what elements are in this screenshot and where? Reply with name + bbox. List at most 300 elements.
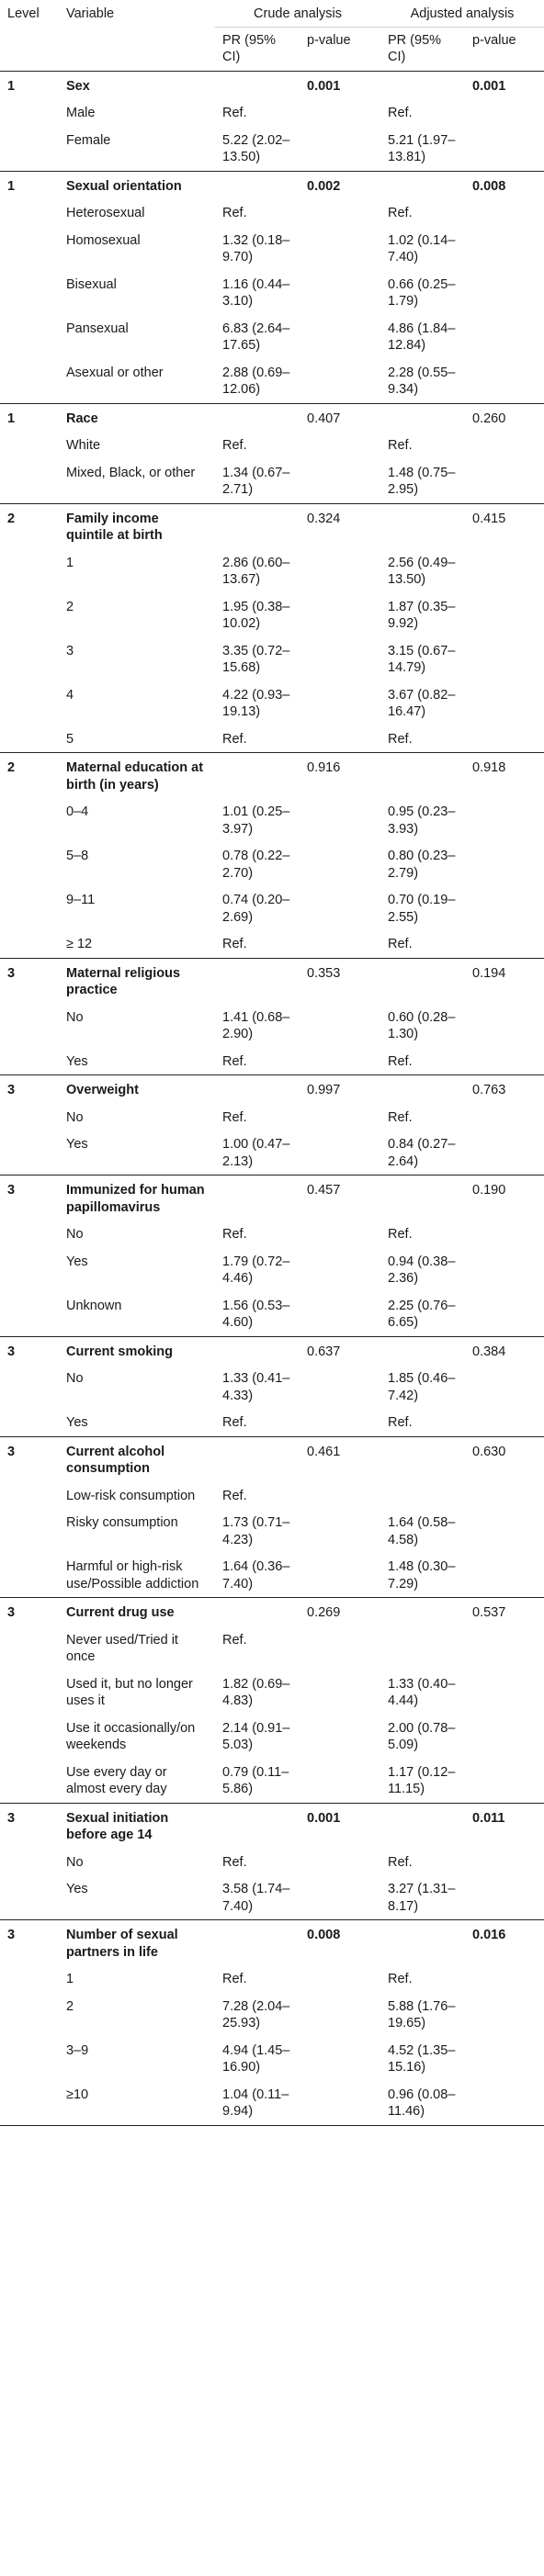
variable-row [0, 403, 544, 432]
category-name-cell: Yes [66, 1254, 88, 1269]
adjusted-pr-cell: 1.02 (0.14–7.40) [388, 232, 456, 264]
level-cell: 3 [0, 1598, 59, 1626]
category-name-cell: ≥ 12 [66, 937, 93, 951]
crude-pr-cell [215, 1336, 300, 1365]
crude-pvalue-cell [300, 315, 380, 359]
category-name-cell: Unknown [66, 1298, 122, 1313]
level-cell [0, 1849, 59, 1876]
adjusted-pvalue-cell: 0.194 [465, 958, 544, 1004]
crude-pr-cell: Ref. [222, 1632, 247, 1648]
crude-pvalue-cell [300, 2037, 380, 2081]
adjusted-pr-cell: Ref. [388, 1227, 413, 1242]
adjusted-pr-cell: 1.48 (0.30–7.29) [388, 1559, 456, 1592]
crude-pr-cell: 2.88 (0.69–12.06) [222, 365, 290, 397]
adjusted-pvalue-cell [465, 593, 544, 637]
crude-pvalue-cell [300, 1409, 380, 1436]
adjusted-pr-cell [380, 958, 465, 1004]
crude-pr-cell [215, 1436, 300, 1482]
crude-pr-cell: 6.83 (2.64–17.65) [222, 321, 290, 353]
adjusted-pvalue-cell [465, 1670, 544, 1715]
crude-pvalue-cell: 0.001 [300, 1803, 380, 1849]
crude-pr-cell [215, 958, 300, 1004]
crude-pr-cell [215, 1920, 300, 1966]
adjusted-pr-cell: 3.27 (1.31–8.17) [388, 1882, 456, 1914]
crude-pvalue-cell [300, 1849, 380, 1876]
adjusted-pr-cell: 1.87 (0.35–9.92) [388, 599, 456, 631]
adjusted-pvalue-cell [465, 798, 544, 842]
category-name-cell: 1 [66, 555, 74, 570]
crude-pvalue-cell [300, 1875, 380, 1920]
crude-pvalue-cell [300, 127, 380, 172]
variable-name-cell: Family income quintile at birth [59, 503, 215, 549]
adjusted-pvalue-cell [465, 127, 544, 172]
adjusted-pvalue-cell [465, 637, 544, 681]
adjusted-pr-cell: 1.64 (0.58–4.58) [388, 1515, 456, 1547]
category-name-cell: 2 [66, 599, 74, 614]
level-cell [0, 1004, 59, 1048]
adjusted-pvalue-cell [465, 726, 544, 753]
adjusted-pr-cell [380, 753, 465, 799]
variable-name-cell: Sex [59, 71, 215, 99]
crude-pvalue-cell [300, 2081, 380, 2126]
crude-pr-cell: 7.28 (2.04–25.93) [222, 1998, 290, 2030]
adjusted-pvalue-cell [465, 1292, 544, 1337]
adjusted-pvalue-cell [465, 271, 544, 315]
adjusted-pr-cell: 0.70 (0.19–2.55) [388, 893, 456, 925]
crude-pr-cell: Ref. [222, 1854, 247, 1870]
adjusted-pr-cell: Ref. [388, 1415, 413, 1430]
category-name-cell: Mixed, Black, or other [66, 465, 196, 480]
category-name-cell: No [66, 1009, 84, 1025]
crude-pr-cell: Ref. [222, 1415, 247, 1430]
crude-pr-cell: 1.64 (0.36–7.40) [222, 1559, 290, 1592]
crude-pr-cell: 1.04 (0.11–9.94) [215, 2081, 300, 2126]
crude-pvalue-cell: 0.916 [300, 753, 380, 799]
category-name-cell: ≥10 [59, 2081, 215, 2126]
crude-pvalue-cell: 0.461 [300, 1436, 380, 1482]
adjusted-pr-cell [380, 171, 465, 199]
crude-pr-cell [215, 503, 300, 549]
level-cell [0, 842, 59, 886]
adjusted-pvalue-cell [465, 2081, 544, 2126]
adjusted-pvalue-cell: 0.016 [465, 1920, 544, 1966]
category-name-cell: 2 [66, 1998, 74, 2014]
variable-name-cell: Sexual orientation [59, 171, 215, 199]
variable-name-cell: Maternal religious practice [59, 958, 215, 1004]
table-body [0, 71, 544, 2125]
adjusted-pvalue-cell [465, 2037, 544, 2081]
crude-pr-cell: Ref. [222, 1053, 247, 1069]
crude-pvalue-cell [300, 726, 380, 753]
level-cell [0, 271, 59, 315]
category-name-cell: White [66, 438, 101, 453]
category-row [0, 593, 544, 637]
crude-pvalue-cell [300, 1509, 380, 1553]
crude-pr-cell: 1.16 (0.44–3.10) [222, 276, 290, 309]
level-cell [0, 1759, 59, 1804]
category-row [0, 1365, 544, 1409]
crude-pr-cell: 3.58 (1.74–7.40) [222, 1882, 290, 1914]
crude-pvalue-cell [300, 886, 380, 930]
crude-pvalue-cell: 0.407 [300, 403, 380, 432]
crude-pvalue-cell: 0.457 [300, 1176, 380, 1221]
crude-pvalue-cell [300, 637, 380, 681]
adjusted-pr-cell: Ref. [388, 1109, 413, 1125]
variable-row [0, 1336, 544, 1365]
crude-pvalue-cell [300, 359, 380, 404]
level-cell [0, 459, 59, 504]
crude-pvalue-cell [300, 432, 380, 459]
crude-pvalue-cell [300, 1248, 380, 1292]
adjusted-pvalue-cell [465, 1482, 544, 1510]
category-row [0, 1104, 544, 1131]
adjusted-pr-cell: Ref. [388, 1972, 413, 1986]
adjusted-pvalue-cell: 0.918 [465, 753, 544, 799]
category-name-cell: No [66, 1371, 84, 1386]
category-row [0, 681, 544, 726]
adjusted-pvalue-cell: 0.190 [465, 1176, 544, 1221]
level-cell [0, 1482, 59, 1510]
crude-pvalue-cell: 0.324 [300, 503, 380, 549]
level-cell [0, 726, 59, 753]
adjusted-pvalue-cell [465, 842, 544, 886]
category-row [0, 1004, 544, 1048]
crude-pr-cell: 1.95 (0.38–10.02) [222, 599, 290, 631]
crude-pvalue-cell [300, 1626, 380, 1670]
category-row [0, 2081, 544, 2126]
crude-pr-cell: Ref. [222, 1488, 247, 1503]
adjusted-pvalue-cell [465, 1626, 544, 1670]
crude-pr-cell: 1.33 (0.41–4.33) [222, 1371, 290, 1403]
crude-pr-cell: Ref. [222, 731, 247, 747]
crude-pr-cell: 1.00 (0.47–2.13) [222, 1137, 290, 1169]
crude-pvalue-cell [300, 1670, 380, 1715]
crude-pr-cell: Ref. [222, 206, 247, 220]
category-name-cell: 1 [66, 1972, 74, 1986]
adjusted-pr-cell: 2.28 (0.55–9.34) [388, 365, 456, 397]
crude-pr-cell: Ref. [222, 1109, 247, 1125]
level-cell: 1 [0, 171, 59, 199]
category-name-cell: Risky consumption [66, 1515, 178, 1530]
crude-pvalue-cell [300, 1104, 380, 1131]
level-cell: 1 [0, 403, 59, 432]
adjusted-pr-cell: Ref. [388, 1854, 413, 1870]
adjusted-pvalue-cell [465, 1553, 544, 1598]
category-row [0, 1670, 544, 1715]
level-cell [0, 1131, 59, 1176]
category-name-cell: 0–4 [66, 804, 89, 819]
crude-pr-cell: Ref. [222, 1972, 247, 1986]
adjusted-pr-cell: 2.00 (0.78–5.09) [388, 1720, 456, 1752]
adjusted-pr-cell [380, 1075, 465, 1104]
level-cell: 3 [0, 1075, 59, 1104]
crude-pr-cell: 1.34 (0.67–2.71) [222, 465, 290, 497]
category-name-cell: 3 [66, 643, 74, 658]
adjusted-pvalue-cell [465, 432, 544, 459]
crude-pvalue-cell [300, 1048, 380, 1075]
crude-pr-cell: Ref. [222, 438, 247, 453]
adjusted-pvalue-cell [465, 1409, 544, 1436]
crude-pvalue-cell [300, 842, 380, 886]
adjusted-pr-cell: Ref. [388, 106, 413, 120]
crude-pvalue-cell [300, 199, 380, 227]
level-cell [0, 199, 59, 227]
header-row-columns [0, 27, 544, 71]
crude-pvalue-cell [300, 227, 380, 271]
level-cell [0, 315, 59, 359]
category-name-cell: 4 [66, 687, 74, 703]
crude-pvalue-cell: 0.269 [300, 1598, 380, 1626]
category-row [0, 1849, 544, 1876]
category-name-cell: Never used/Tried it once [66, 1632, 178, 1664]
level-cell [0, 99, 59, 127]
level-cell: 3 [0, 1920, 59, 1966]
crude-pr-cell: Ref. [222, 937, 247, 951]
adjusted-pvalue-cell [465, 1365, 544, 1409]
crude-pr-header: PR (95% CI) [215, 27, 300, 71]
level-cell [0, 359, 59, 404]
adjusted-pr-cell: 2.56 (0.49–13.50) [388, 555, 456, 587]
level-cell [0, 1048, 59, 1075]
adjusted-pvalue-cell [465, 99, 544, 127]
adjusted-pr-cell: 5.21 (1.97–13.81) [388, 132, 456, 164]
crude-pvalue-cell: 0.637 [300, 1336, 380, 1365]
category-row [0, 1993, 544, 2037]
adjusted-pr-cell [380, 1626, 465, 1670]
category-row [0, 1292, 544, 1337]
adjusted-pvalue-cell [465, 459, 544, 504]
header-row-groups [0, 0, 544, 27]
category-name-cell: Yes [66, 1882, 88, 1896]
adjusted-pr-cell: 0.96 (0.08–11.46) [380, 2081, 465, 2126]
crude-pr-cell: 1.32 (0.18–9.70) [222, 232, 290, 264]
adjusted-pr-cell: 0.66 (0.25–1.79) [388, 276, 456, 309]
crude-pr-cell [215, 1075, 300, 1104]
crude-pr-cell: 0.78 (0.22–2.70) [222, 849, 290, 881]
category-name-cell: Yes [66, 1137, 88, 1152]
category-name-cell: Bisexual [66, 276, 117, 292]
adjusted-pr-cell [380, 71, 465, 99]
variable-name-cell: Number of sexual partners in life [59, 1920, 215, 1966]
category-name-cell: Yes [66, 1053, 88, 1069]
crude-pr-cell [215, 1803, 300, 1849]
category-name-cell: Low-risk consumption [66, 1488, 196, 1503]
category-row [0, 1715, 544, 1759]
category-row [0, 1248, 544, 1292]
crude-pvalue-cell [300, 930, 380, 958]
adjusted-pvalue-cell [465, 1715, 544, 1759]
category-row [0, 726, 544, 753]
level-cell: 3 [0, 958, 59, 1004]
category-name-cell: No [66, 1854, 84, 1870]
crude-pvalue-cell [300, 99, 380, 127]
variable-name-cell: Race [59, 403, 215, 432]
category-name-cell: Male [66, 106, 96, 120]
adjusted-pvalue-cell [465, 549, 544, 593]
level-cell [0, 2081, 59, 2126]
crude-pvalue-cell [300, 593, 380, 637]
crude-pr-cell [215, 71, 300, 99]
adjusted-pr-cell [380, 1598, 465, 1626]
level-cell [0, 1409, 59, 1436]
category-name-cell: Female [66, 132, 111, 148]
category-row [0, 1482, 544, 1510]
adjusted-pr-cell [380, 503, 465, 549]
variable-name-cell: Immunized for human papillomavirus [59, 1176, 215, 1221]
crude-pvalue-header: p-value [300, 27, 380, 71]
adjusted-pvalue-cell: 0.384 [465, 1336, 544, 1365]
variable-row [0, 503, 544, 549]
category-row [0, 271, 544, 315]
variable-name-cell: Current alcohol consumption [59, 1436, 215, 1482]
crude-pvalue-cell: 0.002 [300, 171, 380, 199]
category-name-cell: Asexual or other [66, 365, 164, 380]
crude-pr-cell [215, 403, 300, 432]
crude-pvalue-cell: 0.353 [300, 958, 380, 1004]
category-row [0, 1759, 544, 1804]
level-cell [0, 2037, 59, 2081]
category-name-cell: Used it, but no longer uses it [66, 1676, 193, 1708]
adjusted-pr-cell: 0.84 (0.27–2.64) [388, 1137, 456, 1169]
adjusted-pvalue-cell [465, 1221, 544, 1248]
crude-pvalue-cell [300, 1993, 380, 2037]
level-cell: 2 [0, 753, 59, 799]
level-cell [0, 930, 59, 958]
adjusted-pr-cell: 4.86 (1.84–12.84) [388, 321, 456, 353]
adjusted-pr-cell: 3.67 (0.82–16.47) [388, 687, 456, 719]
variable-name-cell: Current drug use [59, 1598, 215, 1626]
adjusted-pvalue-cell [465, 1849, 544, 1876]
category-name-cell: Heterosexual [66, 206, 145, 220]
adjusted-pvalue-header: p-value [465, 27, 544, 71]
crude-pvalue-cell [300, 1759, 380, 1804]
crude-analysis-header: Crude analysis [215, 0, 380, 27]
adjusted-pvalue-cell [465, 1104, 544, 1131]
level-cell [0, 1248, 59, 1292]
crude-pvalue-cell: 0.997 [300, 1075, 380, 1104]
level-cell [0, 1626, 59, 1670]
adjusted-pr-cell [380, 1336, 465, 1365]
category-row [0, 315, 544, 359]
crude-pr-cell: Ref. [222, 1227, 247, 1242]
adjusted-pr-cell: 0.80 (0.23–2.79) [388, 849, 456, 881]
crude-pvalue-cell [300, 1965, 380, 1993]
level-cell [0, 886, 59, 930]
crude-pvalue-cell [300, 1553, 380, 1598]
adjusted-pr-cell [380, 1803, 465, 1849]
adjusted-pr-cell: 0.95 (0.23–3.93) [388, 804, 456, 837]
adjusted-pr-cell: 1.48 (0.75–2.95) [388, 465, 456, 497]
category-row [0, 432, 544, 459]
adjusted-pr-cell [380, 1176, 465, 1221]
category-name-cell: Use it occasionally/on weekends [66, 1720, 196, 1752]
crude-pvalue-cell [300, 1221, 380, 1248]
category-row [0, 798, 544, 842]
category-name-cell: 3–9 [66, 2042, 89, 2058]
crude-pr-cell: 1.79 (0.72–4.46) [222, 1254, 290, 1286]
variable-row [0, 753, 544, 799]
crude-pr-cell [215, 171, 300, 199]
adjusted-analysis-header: Adjusted analysis [380, 0, 544, 27]
category-name-cell: Use every day or almost every day [66, 1764, 167, 1796]
level-cell [0, 1993, 59, 2037]
header-spacer-level [0, 27, 59, 71]
adjusted-pr-cell: Ref. [388, 1053, 413, 1069]
adjusted-pvalue-cell [465, 1875, 544, 1920]
category-row [0, 1875, 544, 1920]
level-cell [0, 1553, 59, 1598]
crude-pr-cell [215, 753, 300, 799]
level-header: Level [7, 6, 40, 21]
crude-pvalue-cell: 0.001 [300, 71, 380, 99]
level-cell [0, 227, 59, 271]
crude-pr-cell: 4.94 (1.45–16.90) [222, 2042, 290, 2075]
adjusted-pvalue-cell [465, 1993, 544, 2037]
crude-pr-cell [215, 1598, 300, 1626]
variable-row [0, 1920, 544, 1966]
adjusted-pvalue-cell: 0.011 [465, 1803, 544, 1849]
variable-name-cell: Maternal education at birth (in years) [59, 753, 215, 799]
level-cell: 3 [0, 1176, 59, 1221]
level-cell [0, 1292, 59, 1337]
variable-row [0, 958, 544, 1004]
category-row [0, 199, 544, 227]
adjusted-pvalue-cell [465, 227, 544, 271]
category-row [0, 2037, 544, 2081]
category-row [0, 930, 544, 958]
adjusted-pr-header: PR (95% CI) [380, 27, 465, 71]
category-row [0, 1221, 544, 1248]
adjusted-pr-cell [380, 403, 465, 432]
level-cell [0, 1715, 59, 1759]
level-cell [0, 127, 59, 172]
category-name-cell: Yes [66, 1415, 88, 1430]
variable-row [0, 71, 544, 99]
crude-pvalue-cell: 0.008 [300, 1920, 380, 1966]
crude-pr-cell: 2.86 (0.60–13.67) [222, 555, 290, 587]
adjusted-pr-cell: 1.33 (0.40–4.44) [388, 1676, 456, 1708]
crude-pvalue-cell [300, 1131, 380, 1176]
adjusted-pvalue-cell [465, 1248, 544, 1292]
level-cell: 1 [0, 71, 59, 99]
adjusted-pr-cell: 0.94 (0.38–2.36) [388, 1254, 456, 1286]
crude-pr-cell: 4.22 (0.93–19.13) [222, 687, 290, 719]
variable-row [0, 171, 544, 199]
category-row [0, 549, 544, 593]
level-cell [0, 432, 59, 459]
adjusted-pvalue-cell [465, 1509, 544, 1553]
level-cell: 3 [0, 1803, 59, 1849]
category-row [0, 127, 544, 172]
table-header [0, 0, 544, 71]
variable-row [0, 1803, 544, 1849]
crude-pr-cell: 1.01 (0.25–3.97) [222, 804, 290, 837]
level-cell [0, 1221, 59, 1248]
category-row [0, 1626, 544, 1670]
category-row [0, 459, 544, 504]
category-row [0, 1409, 544, 1436]
level-cell [0, 681, 59, 726]
crude-pvalue-cell [300, 1004, 380, 1048]
adjusted-pr-cell: 1.17 (0.12–11.15) [388, 1764, 456, 1796]
adjusted-pvalue-cell [465, 1131, 544, 1176]
crude-pr-cell [215, 1176, 300, 1221]
crude-pr-cell: Ref. [222, 106, 247, 120]
crude-pvalue-cell [300, 549, 380, 593]
category-name-cell: No [66, 1227, 84, 1242]
adjusted-pr-cell [380, 1920, 465, 1966]
variable-row [0, 1075, 544, 1104]
